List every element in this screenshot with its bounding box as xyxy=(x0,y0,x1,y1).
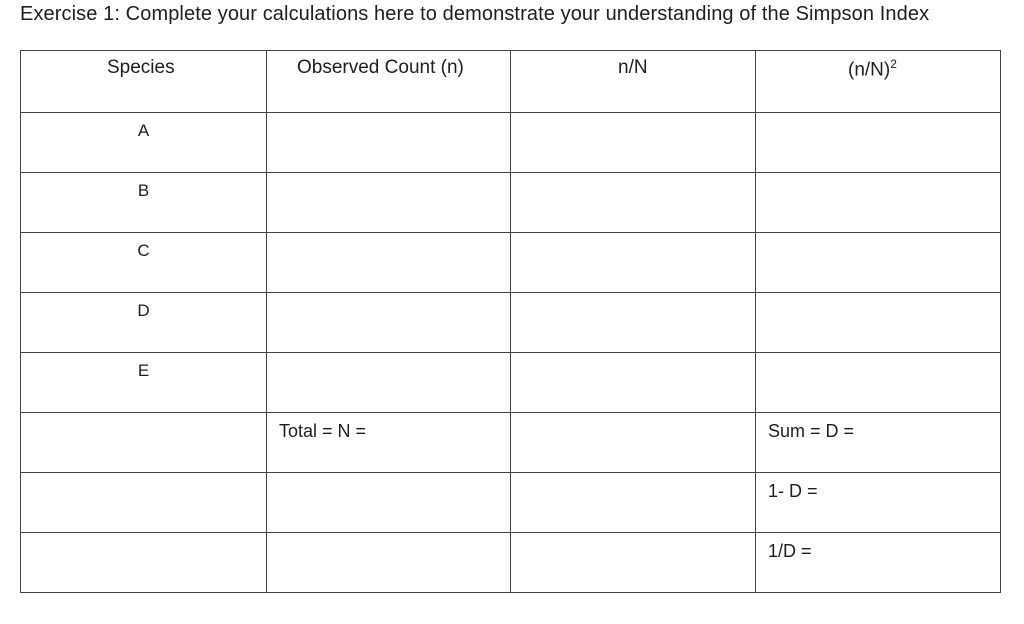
proportion-cell[interactable] xyxy=(511,292,756,352)
empty-cell xyxy=(21,472,267,532)
empty-cell xyxy=(511,412,756,472)
header-cell-species xyxy=(21,51,267,113)
table-row xyxy=(21,352,1001,412)
header-observed-count: Observed Count (n) xyxy=(297,57,464,78)
one-minus-d-cell[interactable] xyxy=(756,472,1001,532)
reciprocal-d-label: 1/D = xyxy=(768,540,812,561)
total-label: Total = N = xyxy=(279,420,367,441)
proportion-cell[interactable] xyxy=(511,352,756,412)
species-label: A xyxy=(137,121,150,141)
sum-label: Sum = D = xyxy=(768,420,855,441)
header-proportion-squared-base: (n/N) xyxy=(848,59,891,81)
count-cell[interactable] xyxy=(267,113,511,173)
one-minus-d-label: 1- D = xyxy=(768,480,818,501)
proportion-squared-cell[interactable] xyxy=(756,232,1001,292)
species-cell xyxy=(21,173,267,233)
empty-cell xyxy=(511,532,756,592)
count-cell[interactable] xyxy=(267,352,511,412)
species-label: E xyxy=(137,360,150,380)
proportion-squared-cell[interactable] xyxy=(756,292,1001,352)
header-cell-observed-count xyxy=(267,51,511,113)
header-cell-proportion-squared xyxy=(756,51,1001,113)
table-row-one-minus-d xyxy=(21,472,1001,532)
species-label: B xyxy=(137,181,150,200)
exercise-title: Exercise 1: Complete your calculations here to demonstrate your understanding of the Simpson Index xyxy=(20,3,930,25)
total-cell[interactable] xyxy=(267,412,511,472)
count-cell[interactable] xyxy=(267,292,511,352)
table-header-row xyxy=(21,51,1001,113)
species-cell xyxy=(21,352,267,412)
proportion-squared-cell[interactable] xyxy=(756,173,1001,233)
header-species: Species xyxy=(107,57,175,78)
proportion-cell[interactable] xyxy=(511,232,756,292)
table-row xyxy=(21,113,1001,173)
table-row xyxy=(21,292,1001,352)
count-cell[interactable] xyxy=(267,232,511,292)
table-row xyxy=(21,173,1001,233)
header-proportion: n/N xyxy=(618,57,648,78)
simpson-index-table xyxy=(20,50,1001,593)
table-row-total xyxy=(21,412,1001,472)
count-cell[interactable] xyxy=(267,173,511,233)
header-proportion-squared-exponent: 2 xyxy=(890,57,897,71)
species-cell xyxy=(21,292,267,352)
proportion-squared-cell[interactable] xyxy=(756,113,1001,173)
species-cell xyxy=(21,113,267,173)
proportion-cell[interactable] xyxy=(511,173,756,233)
empty-cell xyxy=(21,532,267,592)
table-row xyxy=(21,232,1001,292)
header-cell-proportion xyxy=(511,51,756,113)
header-proportion-squared xyxy=(756,57,1000,81)
proportion-squared-cell[interactable] xyxy=(756,352,1001,412)
species-label: D xyxy=(137,300,150,320)
sum-cell[interactable] xyxy=(756,412,1001,472)
proportion-cell[interactable] xyxy=(511,113,756,173)
empty-cell xyxy=(21,412,267,472)
table-row-reciprocal-d xyxy=(21,532,1001,592)
empty-cell xyxy=(267,532,511,592)
empty-cell xyxy=(511,472,756,532)
empty-cell xyxy=(267,472,511,532)
species-label: C xyxy=(137,240,150,260)
species-cell xyxy=(21,232,267,292)
reciprocal-d-cell[interactable] xyxy=(756,532,1001,592)
